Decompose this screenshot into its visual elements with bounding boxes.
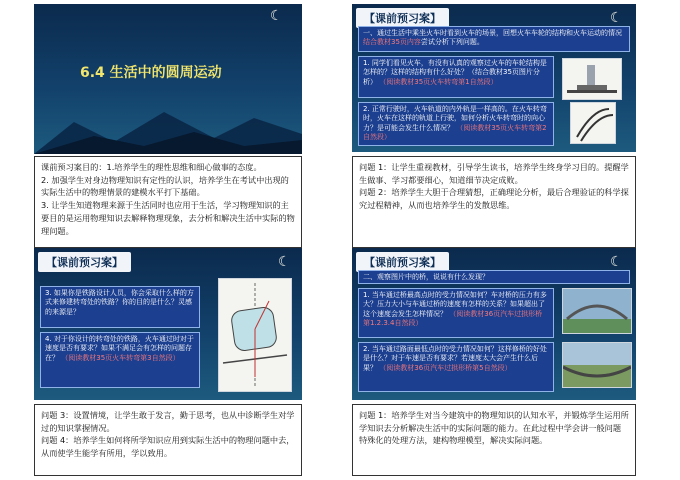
wheel-image [562, 58, 622, 100]
note-line: 问题 2：培养学生大胆于合理猜想，正确理论分析，最后合理验证的科学探究过程精神，从而也培养学生的发散思维。 [359, 187, 629, 211]
arch-bridge-icon [563, 289, 631, 333]
note-line: 3. 让学生知道物理来源于生活同时也应用于生活，学习物理知识的主要目的是运用物理知识去解释物理现象，去分析和解决生活中实际的物理问题。 [41, 200, 295, 236]
question-2-box [358, 102, 554, 146]
question-1: 1. 当车通过桥最高点时的受力情况如何？车对桥的压力有多大？压力大小与车通过桥的速度有怎样的关系？如果超出了这个速度会发生怎样情况？ [363, 291, 547, 318]
note-purpose [34, 156, 302, 248]
slide-title [34, 4, 302, 154]
note-problems-1-2 [352, 156, 636, 248]
moon-icon: ☾ [270, 8, 283, 24]
slide-title-text: 6.4 生活中的圆周运动 [80, 65, 222, 81]
question-1: 1. 同学们看见火车，有没有认真的观察过火车的车轮结构是怎样的？这样的结构有什么好处？（结合教材35页图片分析） [363, 59, 547, 86]
slide-header: 【课前预习案】 [356, 8, 449, 28]
question-3: 3. 如果你是铁路设计人员，你会采取什么样的方式来修建转弯处的铁路？你的目的是什么？灵感的来源是？ [45, 289, 194, 316]
question-4-reading: （阅读教材35页火车转弯第3自然段） [61, 353, 180, 362]
note-line: 课前预习案目的：1.培养学生的理性思维和细心做事的态度。 [41, 162, 262, 172]
question-2-reading: （阅读教材35页火车转弯第2自然段） [363, 123, 547, 142]
wheel-rail-icon [563, 59, 621, 99]
intro-text-end: 尝试分析下列问题。 [420, 38, 484, 47]
curved-track-image [570, 102, 616, 144]
question-1-box [358, 288, 554, 338]
arch-bridge-image [562, 288, 632, 334]
moon-icon: ☾ [610, 10, 623, 26]
question-1-reading: （阅读教材36页汽车过拱形桥第1.2.3.4自然段） [363, 309, 543, 328]
intro-text: 二、观察图片中的桥，说说有什么发现？ [363, 273, 489, 281]
slide-preview-bridge [352, 248, 636, 400]
intro-link: 结合教材35页内容 [363, 38, 421, 47]
slide-header: 【课前预习案】 [356, 252, 449, 272]
train-force-diagram [218, 278, 292, 392]
slide-header: 【课前预习案】 [38, 252, 131, 272]
note-line: 问题 3：设置情境，让学生敢于发言，勤于思考，也从中诊断学生对学过的知识掌握情况。 [41, 410, 295, 433]
slide-preview-rail-design [34, 248, 302, 400]
note-line: 问题 4：培养学生如何将所学知识应用到实际生活中的物理问题中去，从而使学生能学有所用，学以致用。 [41, 435, 295, 459]
question-1-reading: （阅读教材35页火车转弯第1自然段） [379, 77, 498, 86]
note-line: 问题 1：培养学生对当今建筑中的物理知识的认知水平，并锻炼学生运用所学知识去分析解决生活中的实际问题的能力。在此过程中学会讲一般问题特殊化的处理方法，建构物理模型，解决实际问题。 [359, 410, 629, 446]
note-problems-3-4 [34, 404, 302, 476]
question-4-box [40, 332, 200, 388]
question-2-reading: （阅读教材36页汽车过拱形桥第5自然段） [379, 363, 512, 372]
intro-text: 一、通过生活中乘坐火车时看到火车的场景，回想火车车轮的结构和火车运动的情况 [363, 29, 622, 37]
train-force-diagram-icon [219, 279, 291, 391]
question-1-box [358, 56, 554, 98]
note-bridge-problem [352, 404, 636, 476]
question-3-box [40, 286, 200, 328]
note-line: 问题 1：让学生重视教材，引导学生读书，培养学生终身学习目的。提醒学生做事、学习都要细心，知道细节决定成败。 [359, 162, 629, 185]
moon-icon: ☾ [610, 254, 623, 270]
valley-road-image [562, 342, 632, 388]
mountain-scene-icon [34, 94, 302, 154]
question-2: 2. 正常行驶时，火车轨道的内外轨是一样高的。在火车转弯时，火车在这样的轨道上行驶，如何分析火车转弯时的向心力？是可能会发生什么情况？ [363, 105, 547, 132]
intro-box [358, 26, 630, 52]
curved-track-icon [571, 103, 615, 143]
slide-preview-train [352, 4, 636, 152]
moon-icon: ☾ [278, 254, 291, 270]
note-line: 2. 加强学生对身边物理知识有定性的认识，培养学生在考试中出现的实际生活中的物理情景的建模水平打下基础。 [41, 174, 289, 198]
question-2-box [358, 342, 554, 392]
question-4: 4. 对于你设计的转弯处的铁路，火车通过时对于速度是否有要求？如果不满足会有怎样的问题存在？ [45, 335, 194, 362]
question-2: 2. 当车通过路面最低点时的受力情况如何？这样修桥的好处是什么？对于车速是否有要求？若速度太大会产生什么后果？ [363, 345, 547, 372]
intro-box [358, 270, 630, 284]
valley-road-icon [563, 343, 631, 387]
